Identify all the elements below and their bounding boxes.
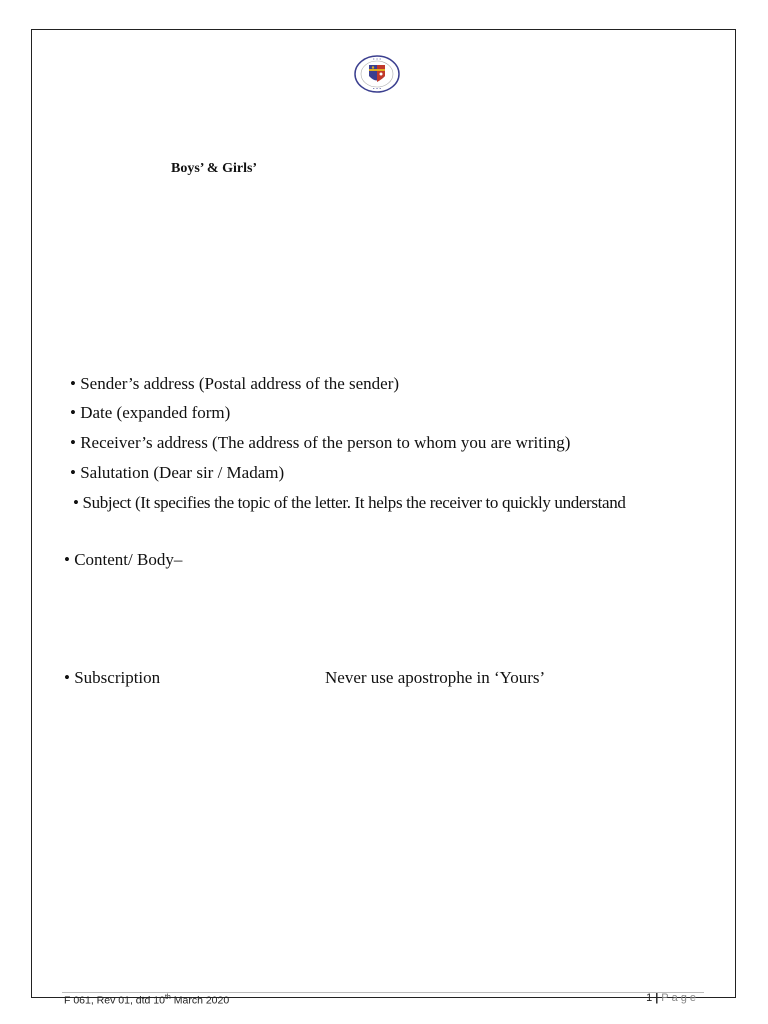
list-item-sender-address: • Sender’s address (Postal address of the sender)	[70, 374, 400, 393]
school-crest-icon	[353, 54, 401, 94]
list-item-salutation: • Salutation (Dear sir / Madam)	[70, 463, 285, 482]
list-item-subject: • Subject (It specifies the topic of the letter. It helps the receiver to quickly understand	[73, 493, 626, 512]
subscription-note: Never use apostrophe in ‘Yours’	[325, 668, 546, 687]
footer-page-info	[646, 992, 699, 1004]
page-border	[31, 29, 736, 998]
footer-doc-ref-suffix: March 2020	[170, 994, 230, 1007]
svg-text:• • •: • • •	[372, 57, 382, 62]
list-item-date: • Date (expanded form)	[70, 403, 231, 422]
footer-doc-ref-prefix: F 061, Rev 01, dtd 10	[64, 994, 165, 1007]
page-number: 1	[646, 992, 653, 1004]
list-item-subscription: • Subscription	[64, 668, 161, 687]
footer-divider	[62, 992, 704, 993]
page-separator: |	[655, 992, 659, 1004]
list-item-receiver-address: • Receiver’s address (The address of the person to whom you are writing)	[70, 433, 571, 452]
page-label: Page	[661, 992, 699, 1004]
page-heading: Boys’ & Girls’	[171, 161, 258, 176]
footer-doc-ref-sup: th	[164, 994, 171, 1001]
footer-doc-reference	[64, 994, 229, 1007]
svg-text:• • •: • • •	[372, 87, 382, 91]
list-item-content-body: • Content/ Body–	[64, 550, 183, 569]
